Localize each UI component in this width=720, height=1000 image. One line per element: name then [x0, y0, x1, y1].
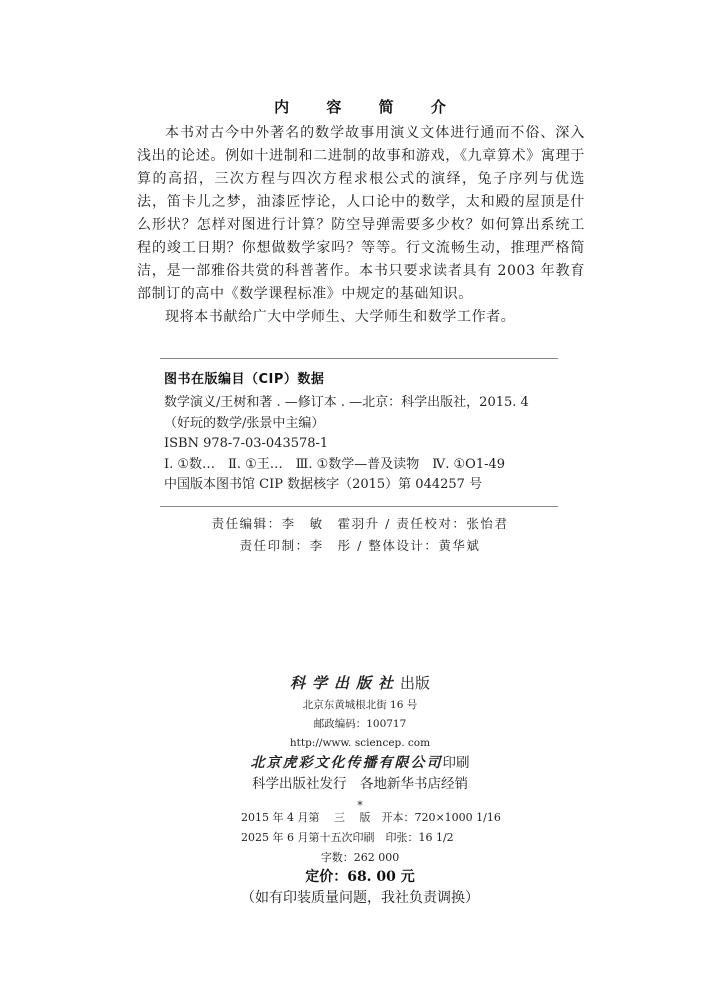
cip-heading: 图书在版编目（CIP）数据: [164, 372, 325, 387]
publisher-website: http://www. sciencep. com: [289, 737, 431, 749]
cip-record: [164, 393, 564, 496]
cip-series-line: （好玩的数学/张景中主编）: [164, 415, 325, 431]
publisher-line: [0, 670, 720, 696]
edition-line: 2015 年 4 月第 三 版 开本：720×1000 1/16: [241, 811, 501, 824]
cip-isbn-line: ISBN 978-7-03-043578-1: [164, 436, 329, 451]
summary-paragraph: 现将本书献给广大中学师生、大学师生和数学工作者。: [165, 309, 516, 325]
printer-suffix: 印刷: [442, 755, 470, 771]
cip-catalog-number-line: 中国版本图书馆 CIP 数据核字（2015）第 044257 号: [164, 477, 483, 492]
publisher-postcode: 邮政编码：100717: [313, 718, 407, 730]
credits-production-line: 责任印制：李 彤 / 整体设计：黄华斌: [239, 538, 481, 553]
publisher-block: [0, 670, 720, 815]
printer-line: [0, 753, 720, 774]
cip-title-line: 数学演义/王树和著 . —修订本 . —北京：科学出版社，2015. 4: [164, 395, 529, 410]
summary-title: 内 容 简 介: [274, 98, 462, 116]
publisher-suffix: 出版: [400, 674, 431, 692]
quality-notice: （如有印装质量问题，我社负责调换）: [241, 890, 479, 906]
price-line: [0, 866, 720, 888]
summary-body: [137, 122, 585, 329]
divider-bottom: [160, 506, 558, 507]
edition-specs: [241, 808, 501, 848]
summary-paragraph: 本书对古今中外著名的数学故事用演义文体进行通而不俗、深入浅出的论述。例如十进制和二进制的故事和游戏，《九章算术》寓理于算的高招，三次方程与四次方程求根公式的演绎，兔子序列与优选法，笛卡儿之梦，油漆匠悖论，人口论中的数学，太和殿的屋顶是什么形状？怎样对图进行计算？防空导弹需要多少枚？如何算出系统工程的竣工日期？你想做数学家吗？等等。行文流畅生动，推理严格简洁，是一部雅俗共赏的科普著作。本书只要求读者具有 2003 年教育部制订的高中《数学课程标准》中规定的基础知识。: [137, 125, 585, 302]
printer-brand-logo: 北京虎彩文化传播有限公司: [250, 755, 443, 771]
price-label: 定价：: [305, 869, 348, 885]
word-count: 字数：262 000: [320, 851, 400, 864]
distribution-line: 科学出版社发行 各地新华书店经销: [252, 776, 468, 792]
publisher-brand-logo: 科学出版社: [289, 674, 400, 692]
printing-line: 2025 年 6 月第十五次印刷 印张：16 1/2: [241, 831, 454, 844]
price-value: 68. 00 元: [347, 869, 415, 885]
publisher-address: 北京东黄城根北街 16 号: [302, 699, 418, 711]
credits: [0, 513, 720, 557]
credits-editors-line: 责任编辑：李 敏 霍羽升 / 责任校对：张怡君: [211, 516, 509, 531]
divider-top: [160, 358, 558, 359]
cip-classification-line: Ⅰ. ①数… Ⅱ. ①王… Ⅲ. ①数学—普及读物 Ⅳ. ①O1-49: [164, 456, 506, 472]
separator-asterisk: *: [357, 799, 363, 812]
